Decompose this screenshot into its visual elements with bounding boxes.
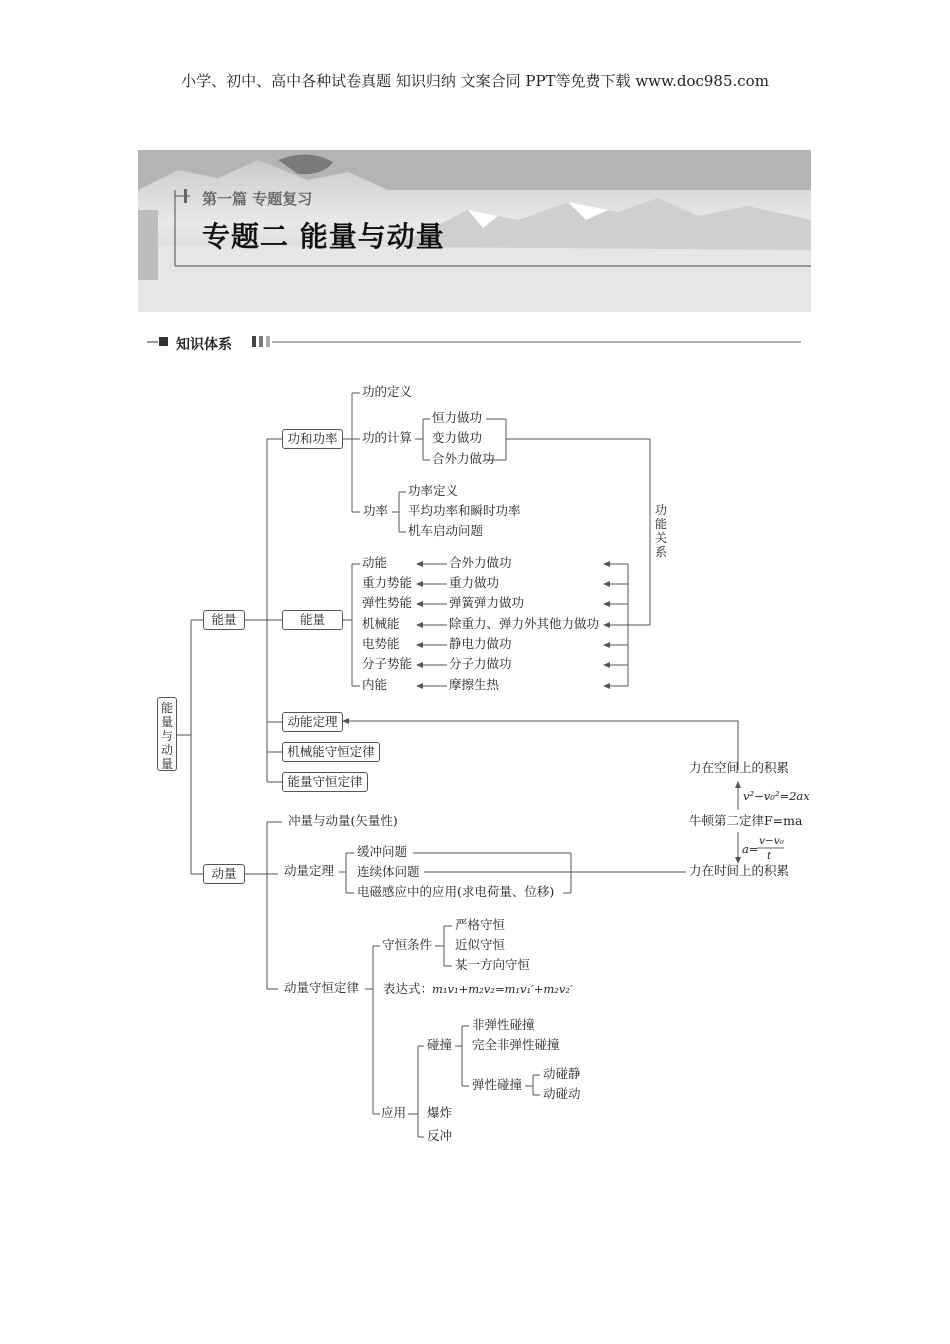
force-time-accumulation: 力在时间上的积累 [689,863,790,878]
energy-forms-node: 能量 [282,610,343,630]
banner-title: 专题二 能量与动量 [202,220,445,253]
vehicle-start: 机车启动问题 [408,523,484,538]
root-label: 能量与动量 [160,701,173,771]
work-power-node: 功和功率 [282,429,343,449]
work-electric: 静电力做功 [449,636,512,651]
expression-label: 表达式： [383,981,434,996]
energy-kinetic: 动能 [362,555,388,570]
mech-conservation-node: 机械能守恒定律 [282,742,380,762]
energy-conservation-node: 能量守恒定律 [282,772,368,792]
energy-electric-potential: 电势能 [362,636,400,651]
perfectly-inelastic-collision: 完全非弹性碰撞 [472,1037,560,1052]
recoil: 反冲 [427,1128,453,1143]
em-induction-application: 电磁感应中的应用(求电荷量、位移) [357,884,555,899]
page-header: 小学、初中、高中各种试卷真题 知识归纳 文案合同 PPT等免费下载 www.doc985.com [181,72,769,90]
energy-elastic-potential: 弹性势能 [362,595,413,610]
directional-conservation: 某一方向守恒 [455,957,531,972]
momentum-conservation: 动量守恒定律 [284,980,360,995]
work-spring: 弹簧弹力做功 [449,595,525,610]
variable-force-work: 变力做功 [432,430,483,445]
elastic-collision: 弹性碰撞 [472,1077,523,1092]
explosion: 爆炸 [427,1105,453,1120]
momentum-theorem: 动量定理 [284,863,335,878]
work-other-forces: 除重力、弹力外其他力做功 [449,616,600,631]
work-molecular: 分子力做功 [449,656,512,671]
approx-conservation: 近似守恒 [455,937,506,952]
work-gravity: 重力做功 [449,575,500,590]
acceleration-formula-lhs: a= [742,842,759,856]
collision-label: 碰撞 [427,1037,453,1052]
energy-gravity-potential: 重力势能 [362,575,413,590]
strict-conservation: 严格守恒 [455,917,506,932]
energy-internal: 内能 [362,677,388,692]
expression-formula: m₁v₁+m₂v₂=m₁v₁′+m₂v₂′ [432,982,573,996]
inelastic-collision: 非弹性碰撞 [472,1017,535,1032]
buffer-problem: 缓冲问题 [357,844,408,859]
net-force-work: 合外力做功 [432,451,495,466]
power-label: 功率 [363,503,389,518]
energy-molecular-potential: 分子势能 [362,656,413,671]
avg-instant-power: 平均功率和瞬时功率 [408,503,521,518]
moving-hits-stationary: 动碰静 [543,1066,581,1081]
section-title: 知识体系 [176,337,232,353]
ke-theorem-node: 动能定理 [282,712,343,732]
acceleration-formula-den: t [767,850,772,862]
acceleration-formula-num: v−v₀ [759,835,784,847]
banner-subtitle: 第一篇 专题复习 [202,190,313,208]
work-net-force: 合外力做功 [449,555,512,570]
kinematics-formula: v²−v₀²=2ax [743,789,810,803]
application-label: 应用 [381,1105,407,1120]
conservation-condition: 守恒条件 [382,937,433,952]
work-definition: 功的定义 [362,384,413,399]
continuum-problem: 连续体问题 [357,864,420,879]
constant-force-work: 恒力做功 [432,410,483,425]
impulse-momentum: 冲量与动量(矢量性) [288,813,398,828]
newton-second-law: 牛顿第二定律F=ma [689,813,803,828]
energy-node: 能量 [203,610,245,630]
work-energy-relation: 功能关系 [654,503,667,559]
energy-mechanical: 机械能 [362,616,400,631]
moving-hits-moving: 动碰动 [543,1086,581,1101]
work-friction-heat: 摩擦生热 [449,677,500,692]
momentum-node: 动量 [203,864,245,884]
power-definition: 功率定义 [408,483,459,498]
work-calculation: 功的计算 [362,430,413,445]
force-space-accumulation: 力在空间上的积累 [689,760,790,775]
